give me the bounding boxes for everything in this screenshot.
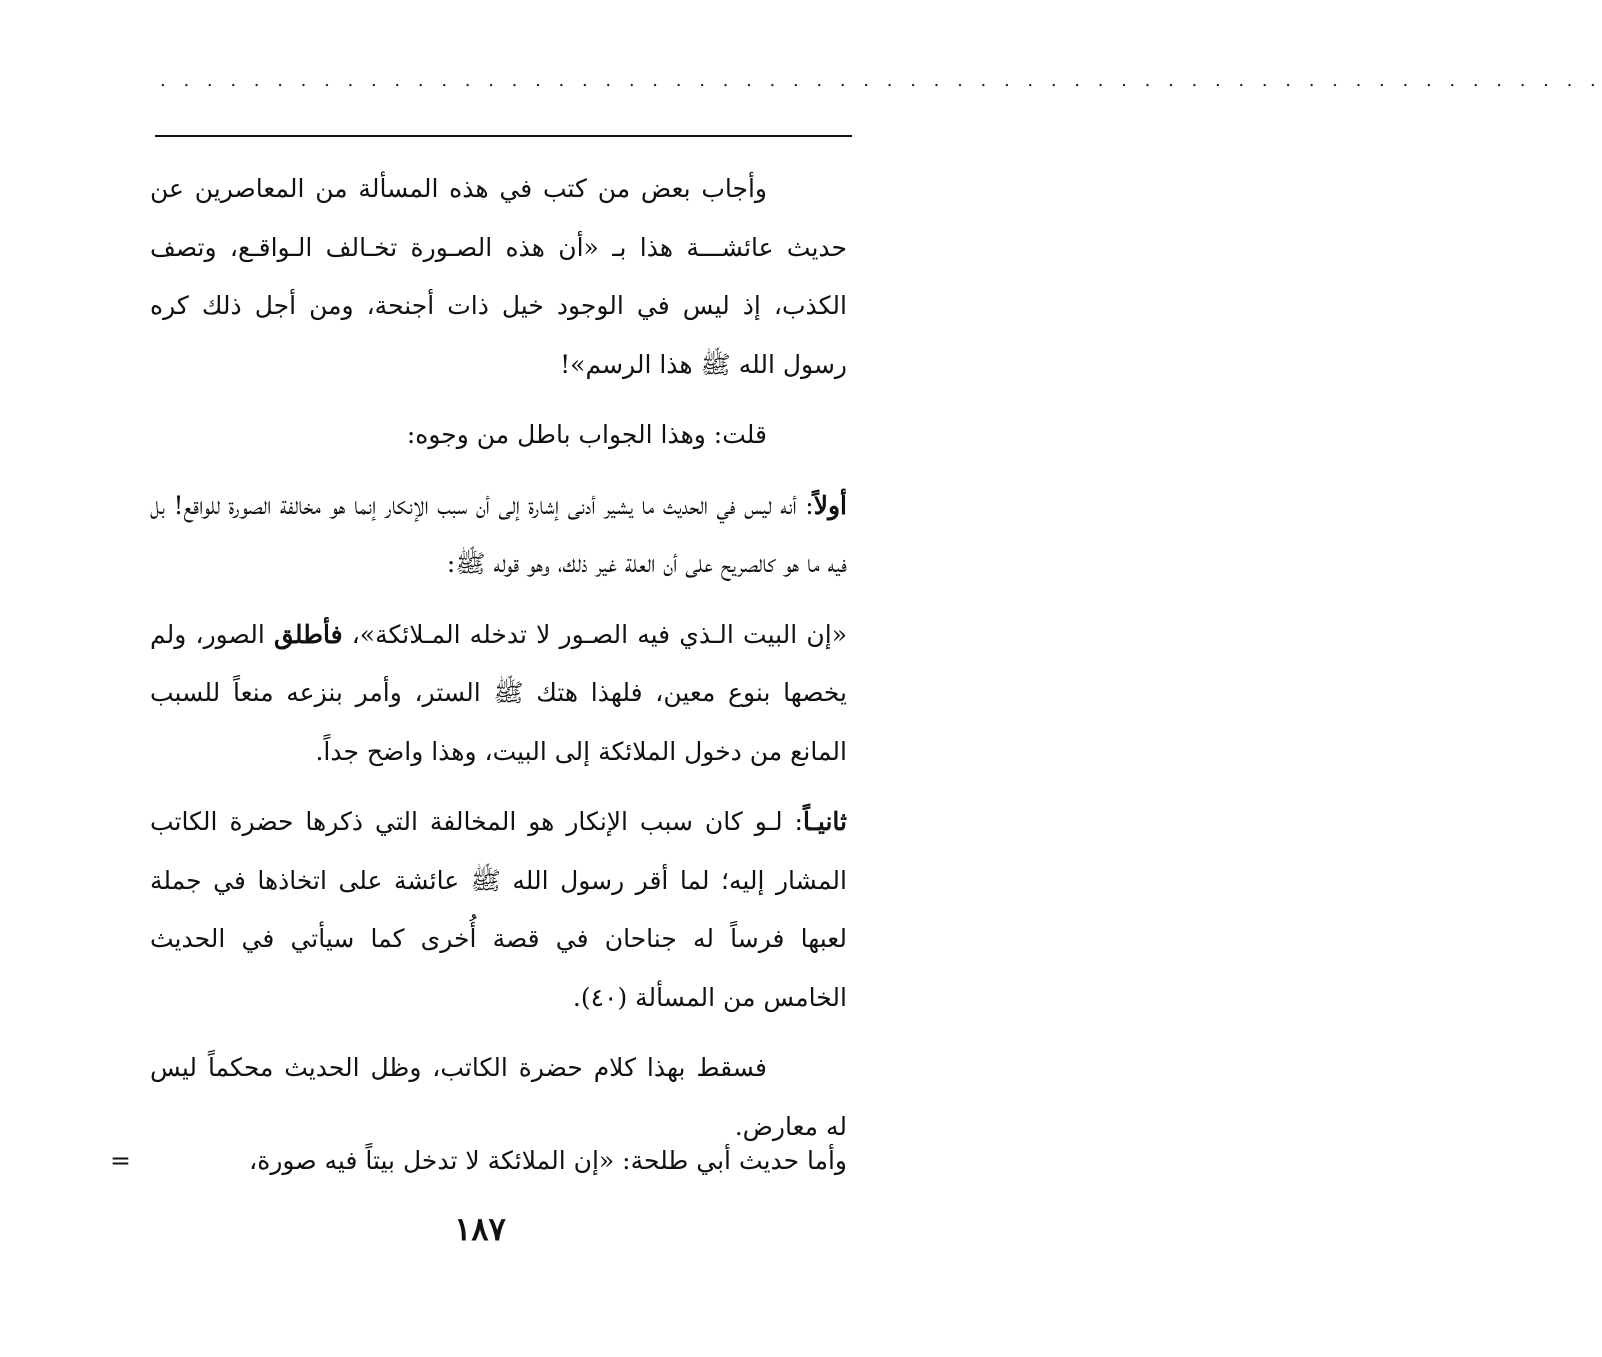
body-text <box>150 160 847 1156</box>
paragraph-4 <box>150 606 847 782</box>
paragraph-6: فسقط بهذا كلام حضرة الكاتب، وظل الحديث محكماً ليس له معارض. <box>150 1053 847 1141</box>
paragraph-3-lead: أولاً <box>813 490 847 520</box>
paragraph-1: وأجاب بعض من كتب في هذه المسألة من المعاصرين عن حديث عائشـــة هذا بـ «أن هذه الصـورة تخـالف الـواقـع، وتصف الكذب، إذ ليس في الوجود خيل ذات أجنحة، ومن أجل ذلك كره رسول الله ﷺ هذا الرسم»! <box>150 174 847 379</box>
header-dotted-line: . . . . . . . . . . . . . . . . . . . . . . . . . . . . . . . . . . . . . . . . . . . . . . . . . . . . . . . . . . . . . . <box>160 70 1602 91</box>
paragraph-5-text: : لـو كان سبب الإنكار هو المخالفة التي ذكرها حضرة الكاتب المشار إليه؛ لما أقر رسول الله ﷺ عائشة على اتخاذها في جملة لعبها فرساً له جناحان في قصة أُخرى كما سيأتي في الحديث الخامس من المسألة (٤٠). <box>150 807 847 1012</box>
paragraph-4-text: الصور، ولم يخصها بنوع معين، فلهذا هتك ﷺ الستر، وأمر بنزعه منعاً للسبب المانع من دخول الملائكة إلى البيت، وهذا واضح جداً. <box>150 619 847 766</box>
paragraph-3-text: : أنه ليس في الحديث ما يشير أدنى إشارة إلى أن سبب الإنكار إنما هو مخالفة الصورة للواقع! بل فيه ما هو كالصريح على أن العلة غير ذلك، وهو قوله ﷺ: <box>150 490 847 578</box>
paragraph-5-lead: ثانيـاً <box>802 807 847 836</box>
paragraph-4-lead: فأطلق <box>273 619 343 649</box>
paragraph-7 <box>110 1132 847 1190</box>
header-rule <box>155 135 852 137</box>
paragraph-2: قلت: وهذا الجواب باطل من وجوه: <box>406 420 767 449</box>
page-number: ١٨٧ <box>454 1210 506 1248</box>
paragraph-5 <box>150 793 847 1027</box>
paragraph-3 <box>150 477 847 594</box>
continuation-mark: = <box>110 1146 131 1175</box>
paragraph-4-quote: «إن البيت الـذي فيه الصـور لا تدخله المـلائكة»، <box>342 619 847 649</box>
paragraph-7-text: وأما حديث أبي طلحة: «إن الملائكة لا تدخل بيتاً فيه صورة، <box>249 1146 847 1175</box>
